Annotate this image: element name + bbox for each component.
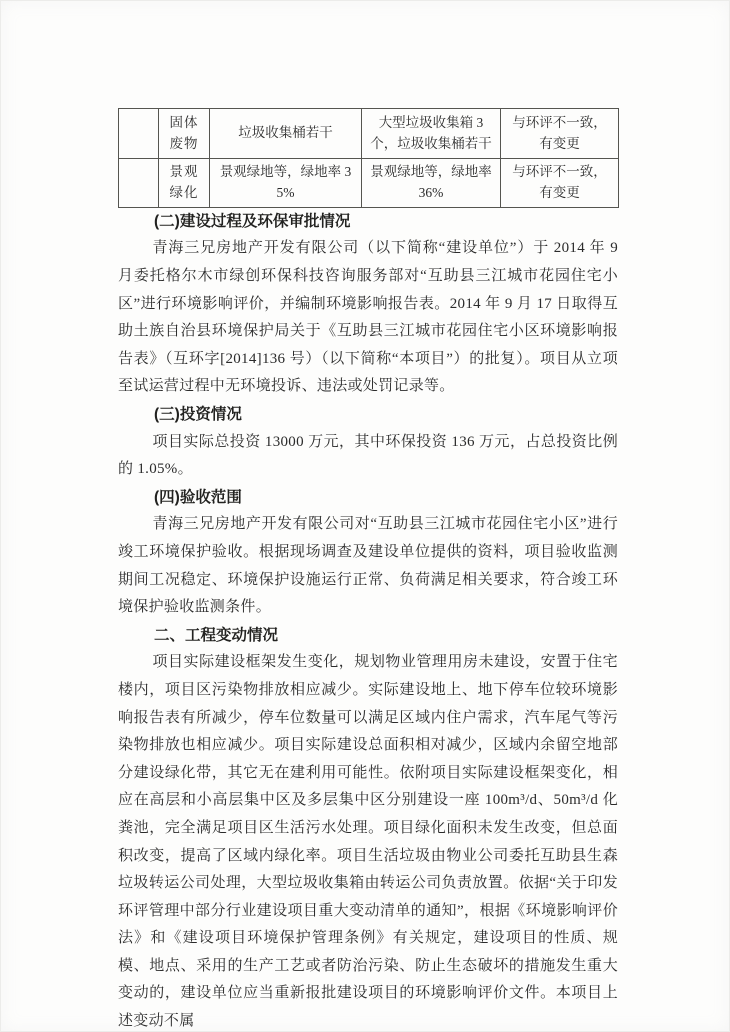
- table-cell-spacer: [119, 109, 159, 159]
- table-cell-category: 固体废物: [159, 109, 210, 159]
- paragraph-investment: 项目实际总投资 13000 万元，其中环保投资 136 万元，占总投资比例的 1.05%。: [118, 433, 618, 478]
- section-heading-investment: (三)投资情况: [154, 406, 242, 423]
- paragraph-acceptance-scope: 青海三兄房地产开发有限公司对“互助县三江城市花园住宅小区”进行竣工环境保护验收。根据现场调查及建设单位提供的资料，项目验收监测期间工况稳定、环境保护设施运行正常、负荷满足相关要求，符合竣工环境保护验收监测条件。: [118, 516, 618, 616]
- table-cell-design: 垃圾收集桶若干: [210, 109, 362, 159]
- table-cell-result: 与环评不一致，有变更: [501, 159, 619, 208]
- table-row-landscaping: [119, 159, 619, 208]
- table-cell-actual: 大型垃圾收集箱 3 个，垃圾收集桶若干: [362, 109, 501, 159]
- section-heading-acceptance-scope: (四)验收范围: [154, 488, 242, 506]
- table-cell-category: 景观绿化: [159, 159, 210, 208]
- table-cell-spacer: [119, 159, 159, 208]
- section-heading-project-changes: 二、工程变动情况: [154, 626, 279, 644]
- paragraph-construction-approval: 青海三兄房地产开发有限公司（以下简称“建设单位”）于 2014 年 9 月委托格尔木市绿创环保科技咨询服务部对“互助县三江城市花园住宅小区”进行环境影响评价，并编制环境影响报告表。2014 年 9 月 17 日取得互助土族自治县环境保护局关于《互助县三江城市花园住宅小区环境影响报告表》（互环字[2014]136 号）（以下简称“本项目”）的批复）。项目从立项至试运营过程中无环境投诉、违法或处罚记录等。: [118, 240, 618, 395]
- document-content: [118, 108, 618, 1032]
- section-heading-construction-approval: (二)建设过程及环保审批情况: [154, 212, 351, 230]
- comparison-table: [118, 108, 619, 208]
- paragraph-project-changes: 项目实际建设框架发生变化，规划物业管理用房未建设，安置于住宅楼内，项目区污染物排放相应减少。实际建设地上、地下停车位较环境影响报告表有所减少，停车位数量可以满足区域内住户需求，汽车尾气等污染物排放也相应减少。项目实际建设总面积相对减少，区域内余留空地部分建设绿化带，其它无在建利用可能性。依附项目实际建设框架变化，相应在高层和小高层集中区及多层集中区分别建设一座 100m³/d、50m³/d 化粪池，完全满足项目区生活污水处理。项目绿化面积未发生改变，但总面积改变，提高了区域内绿化率。项目生活垃圾由物业公司委托互助县生森垃圾转运公司处理，大型垃圾收集箱由转运公司负责放置。依据“关于印发环评管理中部分行业建设项目重大变动清单的通知”，根据《环境影响评价法》和《建设项目环境保护管理条例》有关规定，建设项目的性质、规模、地点、采用的生产工艺或者防治污染、防止生态破坏的措施发生重大变动的，建设单位应当重新报批建设项目的环境影响评价文件。本项目上述变动不属: [118, 654, 618, 1030]
- table-cell-actual: 景观绿地等，绿地率 36%: [362, 159, 501, 208]
- table-cell-design: 景观绿地等，绿地率 35%: [210, 159, 362, 208]
- table-row-solid-waste: [119, 109, 619, 159]
- table-cell-result: 与环评不一致，有变更: [501, 109, 619, 159]
